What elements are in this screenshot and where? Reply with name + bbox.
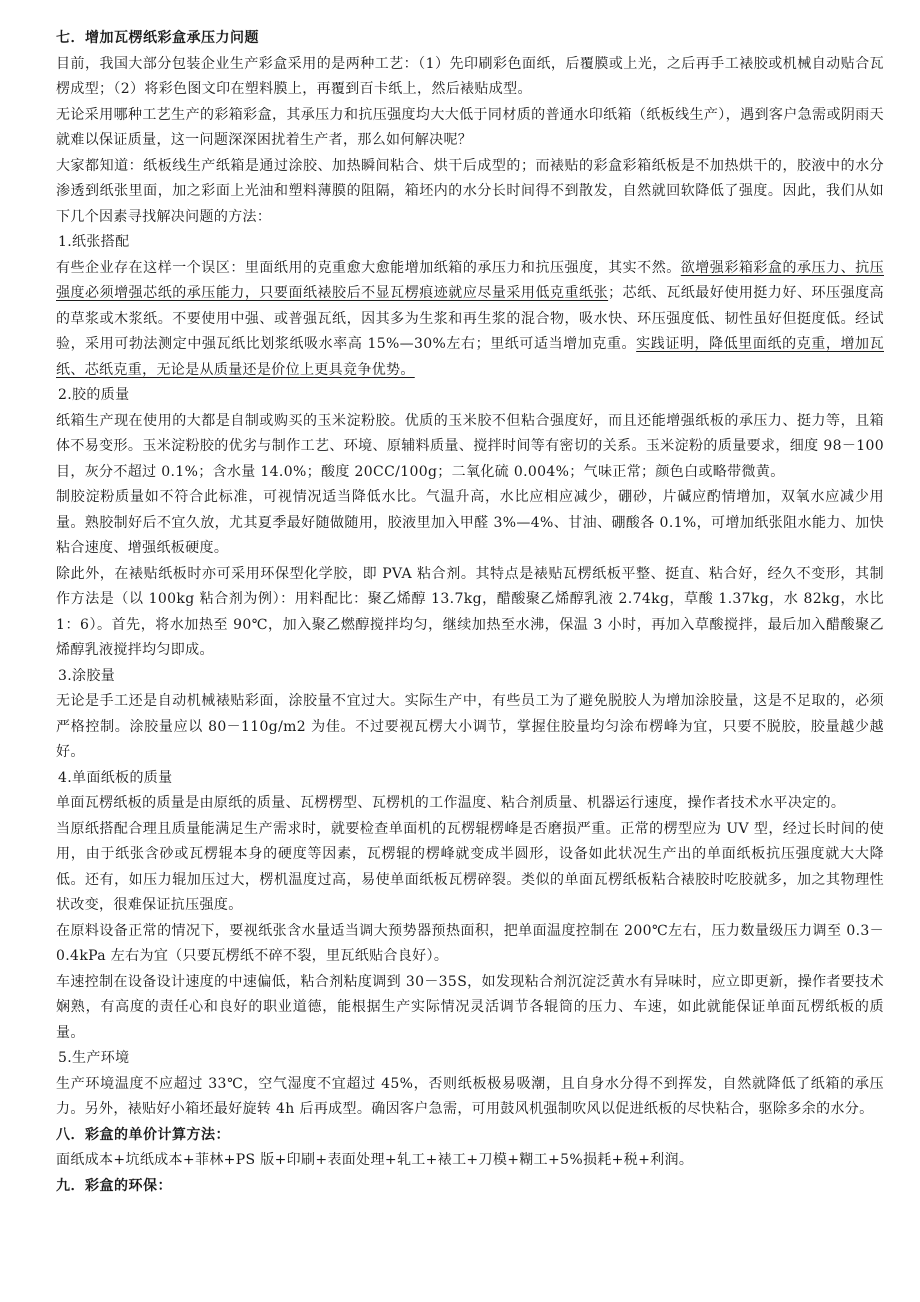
paper-underlined-conclusion: 实践证明，降低里面纸的克重，增加瓦纸、芯纸克重，无论是从质量还是价位上更具竞争优势。 — [56, 336, 884, 378]
subsection-2-paragraph: 制胶淀粉质量如不符合此标准，可视情况适当降低水比。气温升高，水比应相应减少，硼砂，片碱应酌情增加，双氧水应减少用量。熟胶制好后不宜久放，尤其夏季最好随做随用，胶液里加入甲醛 3%—4%、甘油、硼酸各 0.1%，可增加纸张阻水能力、加快粘合速度、增强纸板硬度。 — [56, 489, 884, 556]
section-7-paragraph: 大家都知道：纸板线生产纸箱是通过涂胶、加热瞬间粘合、烘干后成型的；而裱贴的彩盒彩箱纸板是不加热烘干的，胶液中的水分渗透到纸张里面，加之彩面上光油和塑料薄膜的阻隔，箱坯内的水分长时间得不到散发，自然就回软降低了强度。因此，我们从如下几个因素寻找解决问题的方法： — [56, 157, 884, 225]
paper-underlined-claim: 欲增强彩箱彩盒的承压力、抗压强度必须增强芯纸的承压能力，只要面纸裱胶后不显瓦楞痕迹就应尽量采用低克重纸张 — [56, 259, 884, 301]
section-9-heading: 九．彩盒的环保： — [56, 1177, 172, 1194]
subsection-4-paragraph: 单面瓦楞纸板的质量是由原纸的质量、瓦楞楞型、瓦楞机的工作温度、粘合剂质量、机器运行速度，操作者技术水平决定的。 — [56, 795, 846, 811]
subsection-3-paragraph: 无论是手工还是自动机械裱贴彩面，涂胶量不宜过大。实际生产中，有些员工为了避免脱胶人为增加涂胶量，这是不足取的，必须严格控制。涂胶量应以 80－110g/m2 为佳。不过要视瓦楞大小调节，掌握住胶量均匀涂布楞峰为宜，只要不脱胶，胶量越少越好。 — [56, 693, 884, 760]
subsection-2-paragraph: 纸箱生产现在使用的大都是自制或购买的玉米淀粉胶。优质的玉米胶不但粘合强度好，而且还能增强纸板的承压力、挺力等，且箱体不易变形。玉米淀粉胶的优劣与制作工艺、环境、原辅料质量、搅拌时间等有密切的关系。玉米淀粉的质量要求，细度 98－100 目，灰分不超过 0.1%；含水量 14.0%；酸度 20CC/100g；二氧化硫 0.004%；气味正常；颜色白或略带微黄。 — [56, 412, 884, 480]
document-page — [56, 26, 884, 1199]
section-7-paragraph: 目前，我国大部分包装企业生产彩盒采用的是两种工艺：（1）先印刷彩色面纸，后覆膜或上光，之后再手工裱胶或机械自动贴合瓦楞成型；（2）将彩色图文印在塑料膜上，再覆到百卡纸上，然后裱贴成型。 — [56, 55, 884, 97]
subsection-4-paragraph: 车速控制在设备设计速度的中速偏低，粘合剂粘度调到 30－35S，如发现粘合剂沉淀泛黄水有异味时，应立即更新，操作者要技术娴熟，有高度的责任心和良好的职业道德，能根据生产实际情况灵活调节各辊筒的压力、车速，如此就能保证单面瓦楞纸板的质量。 — [56, 973, 884, 1041]
subsection-5-title: 5.生产环境 — [58, 1050, 130, 1066]
paper-text-c: ；芯纸、瓦纸最好使用挺力好、环压强度高的草浆或木浆纸。不要使用中强、或普强瓦纸，因其多为生浆和再生浆的混合物，吸水快、环压强度低、韧性虽好但挺度低。经试验，采用可勃法测定中强瓦纸比划浆纸吸水率高 15%—30%左右；里纸可适当增加克重。 — [56, 285, 884, 352]
section-8-paragraph: 面纸成本+坑纸成本+菲林+PS 版+印刷+表面处理+轧工+裱工+刀模+糊工+5%损耗+税+利润。 — [56, 1152, 694, 1168]
subsection-5-paragraph: 生产环境温度不应超过 33℃，空气湿度不宜超过 45%，否则纸板极易吸潮，且自身水分得不到挥发，自然就降低了纸箱的承压力。另外，裱贴好小箱坯最好旋转 4h 后再成型。确因客户急需，可用鼓风机强制吹风以促进纸板的尽快粘合，驱除多余的水分。 — [56, 1075, 884, 1117]
subsection-4-paragraph: 在原料设备正常的情况下，要视纸张含水量适当调大预势器预热面积，把单面温度控制在 200℃左右，压力数量级压力调至 0.3－0.4kPa 左右为宜（只要瓦楞纸不碎不裂，里瓦纸贴合良好）。 — [56, 922, 884, 964]
subsection-1-paragraph — [56, 256, 884, 384]
subsection-2-title: 2.胶的质量 — [58, 387, 130, 403]
paper-text-a: 有些企业存在这样一个误区：里面纸用的克重愈大愈能增加纸箱的承压力和抗压强度，其实不然。 — [56, 259, 681, 276]
section-8-heading: 八．彩盒的单价计算方法： — [56, 1126, 230, 1143]
subsection-2-paragraph: 除此外，在裱贴纸板时亦可采用环保型化学胶，即 PVA 粘合剂。其特点是裱贴瓦楞纸板平整、挺直、粘合好，经久不变形，其制作方法是（以 100kg 粘合剂为例）：用料配比：聚乙烯醇 13.7kg，醋酸聚乙烯醇乳液 2.74kg，草酸 1.37kg，水 82kg，水比 1：6）。首先，将水加热至 90℃，加入聚乙燃醇搅拌均匀，继续加热至水沸，保温 3 小时，再加入草酸搅拌，最后加入醋酸聚乙烯醇乳液搅拌均匀即成。 — [56, 565, 884, 658]
subsection-4-paragraph: 当原纸搭配合理且质量能满足生产需求时，就要检查单面机的瓦楞辊楞峰是否磨损严重。正常的楞型应为 UV 型，经过长时间的使用，由于纸张含砂或瓦楞辊本身的硬度等因素，瓦楞辊的楞峰就变成半圆形，设备如此状况生产出的单面纸板抗压强度就大大降低。还有，如压力辊加压过大，楞机温度过高，易使单面纸板瓦楞碎裂。类似的单面瓦楞纸板粘合裱胶时吃胶就多，加之其物理性状改变，很难保证抗压强度。 — [56, 820, 884, 913]
subsection-3-title: 3.涂胶量 — [58, 667, 116, 684]
subsection-4-title: 4.单面纸板的质量 — [58, 769, 173, 786]
section-7-paragraph: 无论采用哪种工艺生产的彩箱彩盒，其承压力和抗压强度均大大低于同材质的普通水印纸箱（纸板线生产），遇到客户急需或阴雨天就难以保证质量，这一问题深深困扰着生产者，那么如何解决呢？ — [56, 106, 884, 148]
subsection-1-title: 1.纸张搭配 — [58, 234, 130, 250]
section-7-heading: 七．增加瓦楞纸彩盒承压力问题 — [56, 30, 259, 46]
